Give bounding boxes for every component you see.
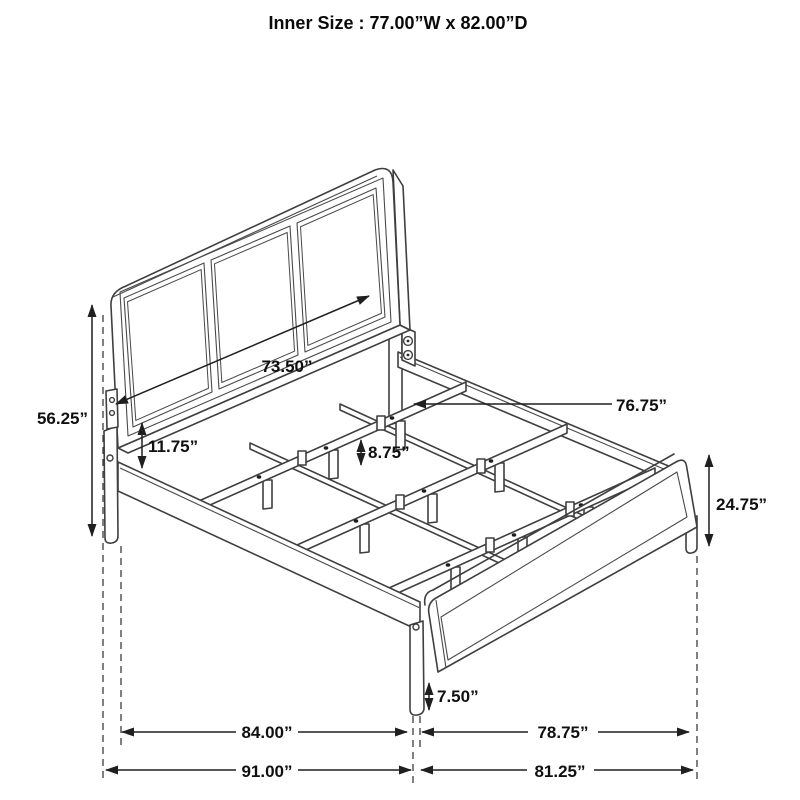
- diagram-title: Inner Size : 77.00”W x 82.00”D: [268, 13, 528, 33]
- dim-label-overall-depth: 91.00”: [241, 762, 293, 781]
- headboard-left-leg: [104, 389, 118, 543]
- dim-label-footboard-height: 24.75”: [716, 495, 768, 514]
- dim-label-footboard-leg-height: 7.50”: [437, 687, 479, 706]
- dim-label-footboard-span: 78.75”: [537, 723, 589, 742]
- back-side-rail: [398, 352, 678, 485]
- dim-label-inner-rail-length: 84.00”: [241, 723, 293, 742]
- dim-label-footboard-overall-width: 81.25”: [534, 762, 586, 781]
- dim-label-slat-length: 76.75”: [616, 396, 668, 415]
- dim-label-side-rail-height: 11.75”: [148, 437, 199, 456]
- footboard-front-leg: [410, 621, 424, 715]
- headboard: [111, 169, 410, 454]
- dim-label-headboard-width: 73.50”: [261, 357, 313, 376]
- dim-label-support-leg-height: 8.75”: [368, 443, 410, 462]
- dim-label-headboard-height: 56.25”: [36, 409, 88, 428]
